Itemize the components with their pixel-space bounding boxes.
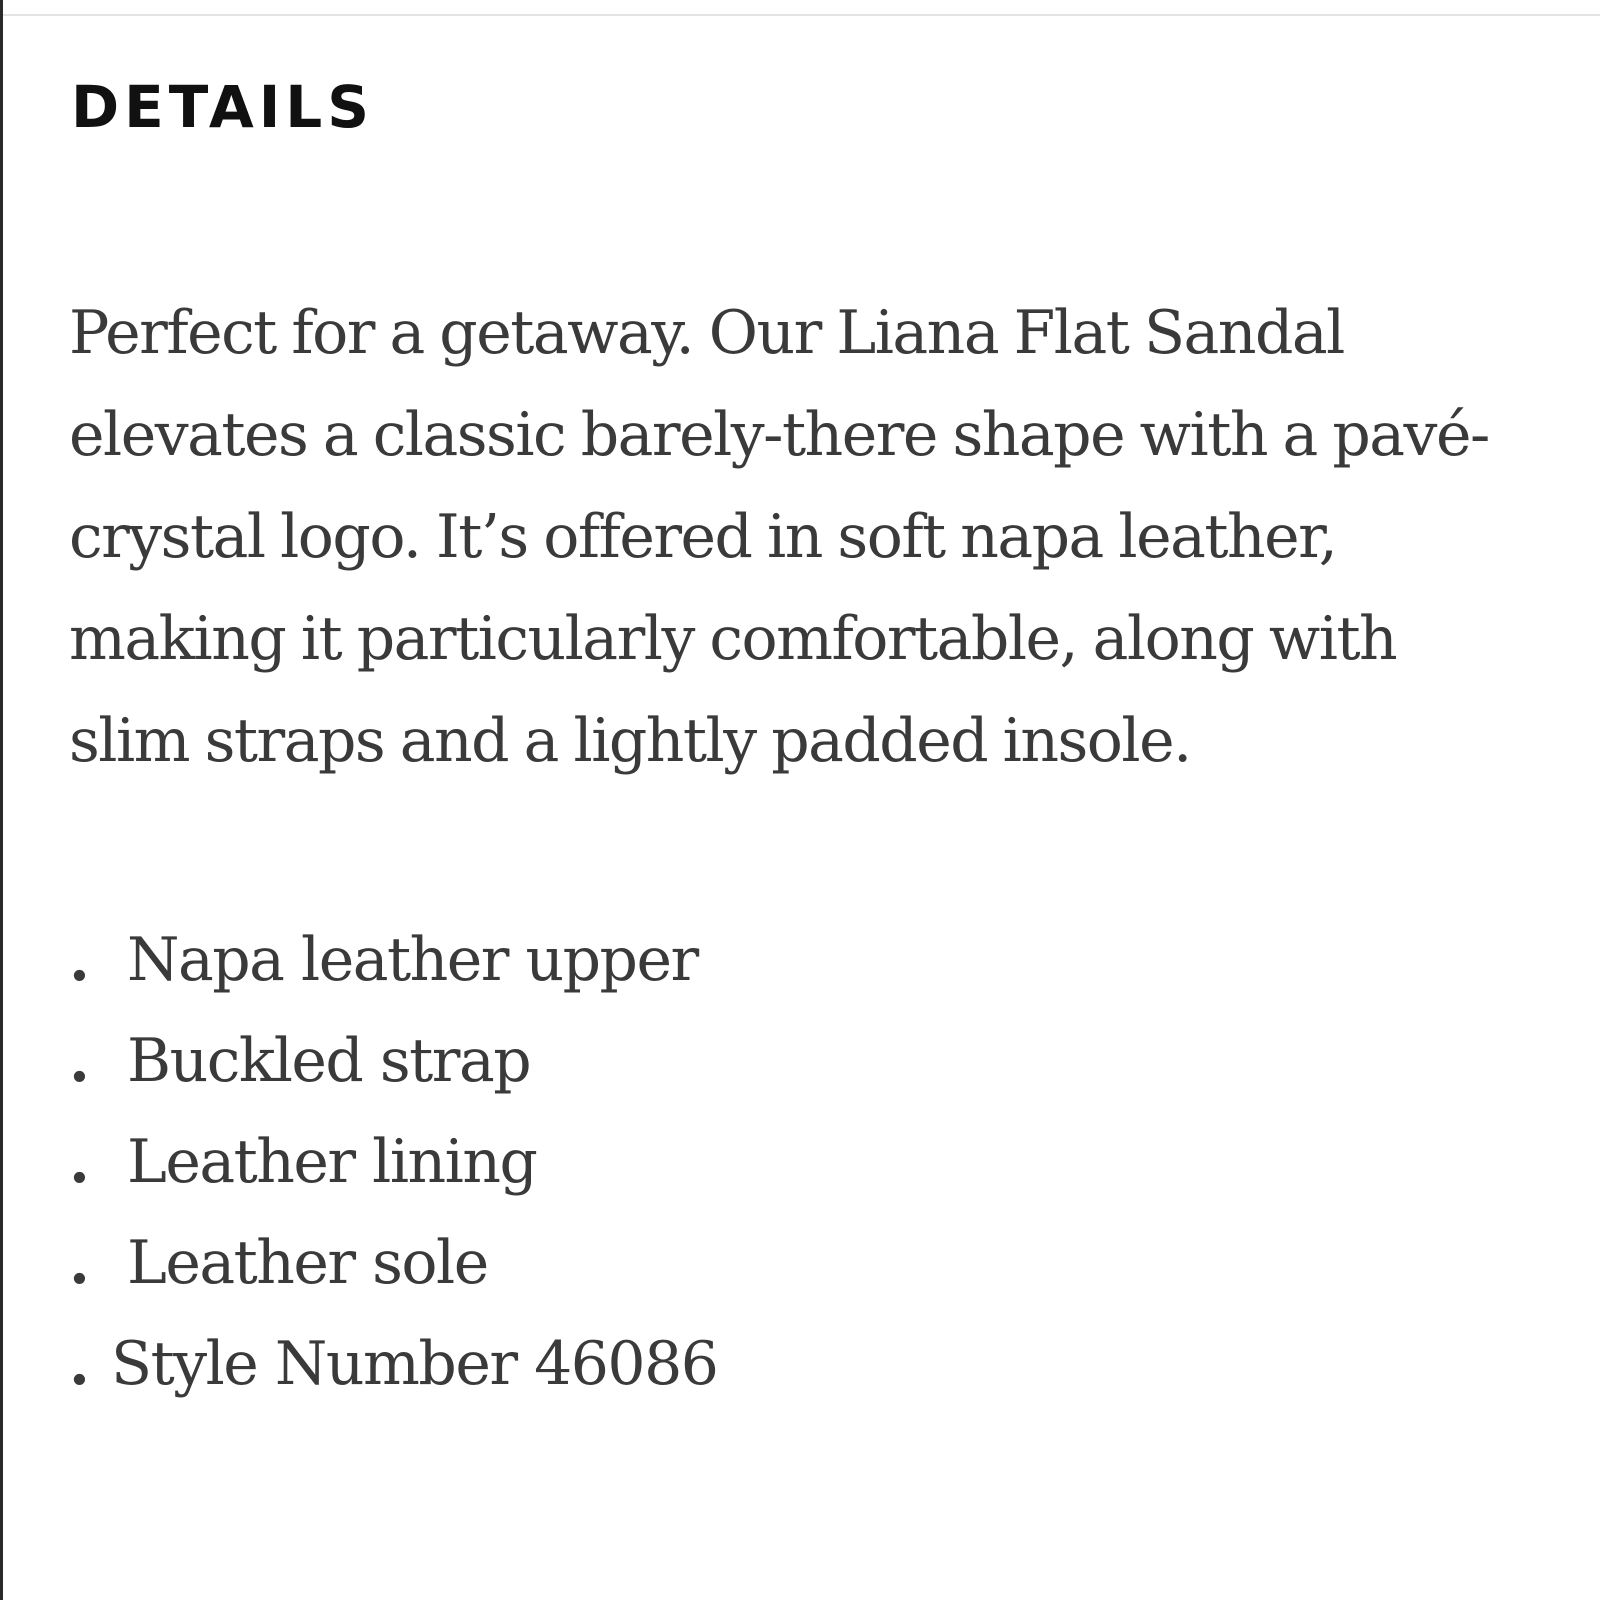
list-item xyxy=(69,1314,717,1415)
style-number: Style Number 46086 xyxy=(111,1329,718,1399)
bullet-marker: . xyxy=(69,1228,89,1298)
list-item xyxy=(69,1011,717,1112)
feature-text: Buckled strap xyxy=(127,1026,531,1096)
list-item xyxy=(69,1213,717,1314)
feature-text: Leather lining xyxy=(127,1127,537,1197)
list-item xyxy=(69,1112,717,1213)
bullet-marker: . xyxy=(69,925,89,995)
bullet-marker: . xyxy=(69,1329,89,1399)
bullet-marker: . xyxy=(69,1127,89,1197)
details-heading: DETAILS xyxy=(71,73,375,141)
bullet-marker: . xyxy=(69,1026,89,1096)
list-item xyxy=(69,910,717,1011)
product-description: Perfect for a getaway. Our Liana Flat Sandal elevates a classic barely-there shape with a pavé-crystal logo. It’s offered in soft napa leather, making it particularly comfortable, along with slim straps and a lightly padded insole. xyxy=(69,298,1489,776)
feature-text: Leather sole xyxy=(127,1228,488,1298)
feature-list xyxy=(69,910,717,1415)
feature-text: Napa leather upper xyxy=(127,925,698,995)
top-divider xyxy=(3,14,1600,16)
